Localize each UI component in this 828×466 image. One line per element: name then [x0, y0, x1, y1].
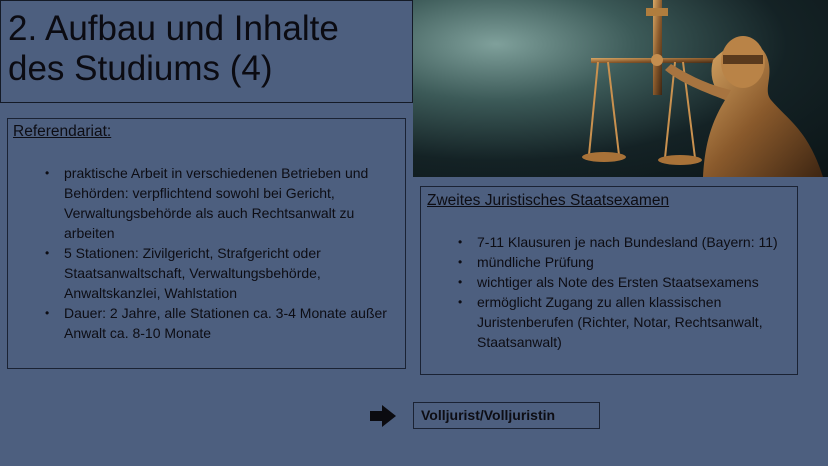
list-item: • 5 Stationen: Zivilgericht, Strafgericht oder Staatsanwaltschaft, Verwaltungsbehörde, Anwaltskanzlei, Wahlstation: [45, 243, 390, 303]
justitia-illustration: [413, 0, 828, 177]
slide-title-line-2: des Studiums (4): [8, 49, 273, 88]
list-item: • praktische Arbeit in verschiedenen Betrieben und Behörden: verpflichtend sowohl bei Gericht, Verwaltungsbehörde als auch Rechtsanwalt zu arbeiten: [45, 163, 390, 243]
referendariat-list: [45, 163, 390, 343]
result-box: [413, 402, 600, 429]
list-item: • ermöglicht Zugang zu allen klassischen Juristenberufen (Richter, Notar, Rechtsanwalt, Staatsanwalt): [458, 292, 783, 352]
referendariat-heading: Referendariat:: [13, 123, 112, 140]
list-item: • mündliche Prüfung: [458, 252, 783, 272]
staatsexamen-list: [458, 232, 783, 352]
staatsexamen-heading: Zweites Juristisches Staatsexamen: [427, 192, 670, 209]
staatsexamen-box: [420, 186, 798, 375]
title-box: [0, 0, 413, 103]
slide-title-line-1: 2. Aufbau und Inhalte: [8, 9, 339, 48]
referendariat-box: [7, 118, 406, 369]
justitia-statue-image: [413, 0, 828, 177]
arrow-right-icon: [370, 405, 396, 432]
list-item: • 7-11 Klausuren je nach Bundesland (Bayern: 11): [458, 232, 783, 252]
slide-title: [8, 9, 339, 89]
list-item: • Dauer: 2 Jahre, alle Stationen ca. 3-4 Monate außer Anwalt ca. 8-10 Monate: [45, 303, 390, 343]
result-label: Volljurist/Volljuristin: [421, 407, 556, 423]
list-item: • wichtiger als Note des Ersten Staatsexamens: [458, 272, 783, 292]
